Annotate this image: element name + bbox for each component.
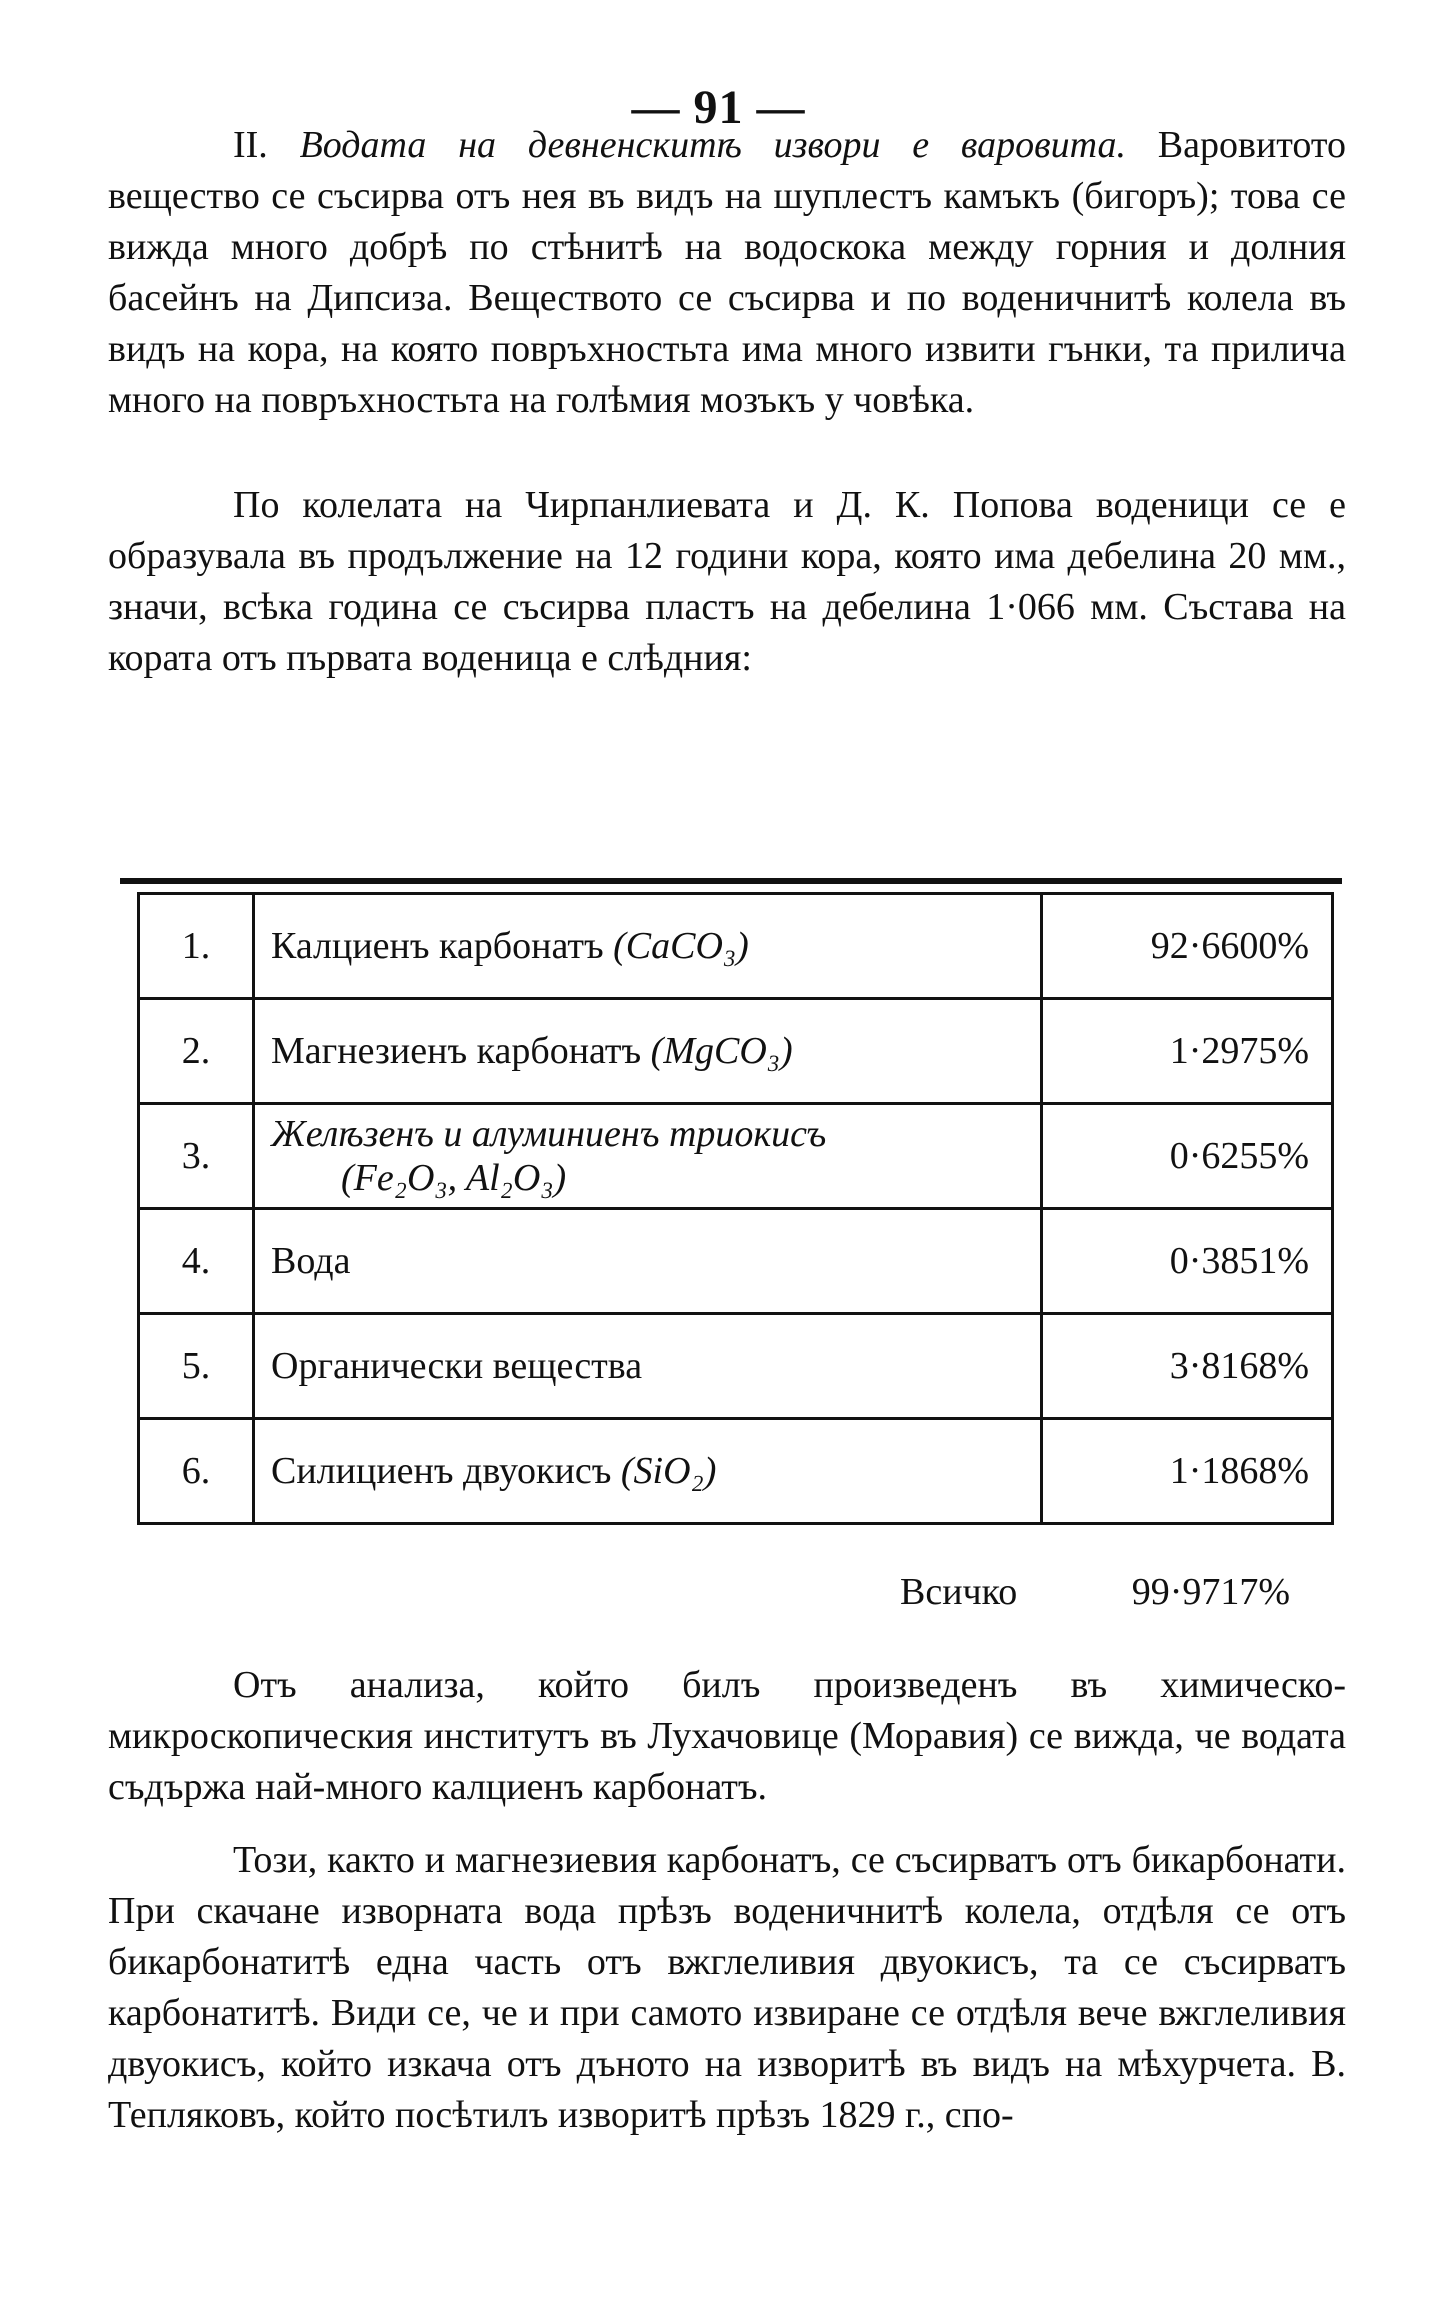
section-heading: Водата на девненскитѣ извори е варовита. (299, 124, 1127, 166)
total-label: Всичко (900, 1571, 1018, 1613)
chemical-formula: (SiO₂) (620, 1450, 717, 1492)
substance-name: Силициенъ двуокисъ (SiO₂) (254, 1419, 1042, 1524)
page-number: — 91 — (631, 81, 806, 134)
percentage-value: 1·1868% (1042, 1419, 1333, 1524)
section-number: II. (233, 124, 268, 166)
table-top-rule (120, 878, 1342, 884)
substance-name: Вода (254, 1209, 1042, 1314)
table-row (139, 999, 1333, 1104)
paragraph-3: Отъ анализа, който билъ произведенъ въ химическо-микроскопическия институтъ въ Лухачовице (Моравия) се вижда, че водата съдържа най-много калциенъ карбонатъ. (108, 1664, 1346, 1808)
table-total (900, 1570, 1290, 1614)
paragraph-4: Този, както и магнезиевия карбонатъ, се съсирватъ отъ бикарбонати. При скачане изворната вода прѣзъ воденичнитѣ колела, отдѣля се отъ бикарбонатитѣ една часть отъ вжглеливия двуокисъ, та се съсирватъ карбонатитѣ. Види се, че и при самото извиране се отдѣля вече вжглеливия двуокисъ, който изкача отъ дъното на изворитѣ въ видъ на мѣхурчета. В. Тепляковъ, който посѣтилъ изворитѣ прѣзъ 1829 г., спо- (108, 1839, 1346, 2136)
table-row (139, 1314, 1333, 1419)
percentage-value: 1·2975% (1042, 999, 1333, 1104)
table-row (139, 1419, 1333, 1524)
total-value: 99·9717% (1131, 1571, 1290, 1613)
substance-name: Желѣзенъ и алуминиенъ триокисъ (Fe₂O₃, Al₂O₃) (254, 1104, 1042, 1209)
percentage-value: 3·8168% (1042, 1314, 1333, 1419)
row-number: 4. (139, 1209, 254, 1314)
table-row (139, 894, 1333, 999)
substance-name: Калциенъ карбонатъ (CaCO₃) (254, 894, 1042, 999)
chemical-formula: (Fe₂O₃, Al₂O₃) (341, 1157, 567, 1199)
row-number: 3. (139, 1104, 254, 1209)
row-number: 1. (139, 894, 254, 999)
table-row (139, 1104, 1333, 1209)
substance-name: Магнезиенъ карбонатъ (MgCO₃) (254, 999, 1042, 1104)
chemical-formula: (CaCO₃) (613, 925, 749, 967)
percentage-value: 0·6255% (1042, 1104, 1333, 1209)
row-number: 6. (139, 1419, 254, 1524)
table-row (139, 1209, 1333, 1314)
percentage-value: 0·3851% (1042, 1209, 1333, 1314)
chemical-formula: (MgCO₃) (650, 1030, 793, 1072)
paragraph-1 (108, 120, 1346, 426)
percentage-value: 92·6600% (1042, 894, 1333, 999)
row-number: 5. (139, 1314, 254, 1419)
paragraph-1-text: Варовитото вещество се съсирва отъ нея въ видъ на шуплестъ камъкъ (бигоръ); това се вижда много добрѣ по стѣнитѣ на водоскока между горния и долния басейнъ на Дипсиза. Веществото се съсирва и по воденичнитѣ колела въ видъ на кора, на която повръхностьта има много извити гънки, та прилича много на повръхностьта на голѣмия мозъкъ у човѣка. (108, 124, 1347, 421)
substance-name: Органически вещества (254, 1314, 1042, 1419)
composition-table (137, 892, 1334, 1525)
row-number: 2. (139, 999, 254, 1104)
paragraph-2: По колелата на Чирпанлиевата и Д. К. Попова воденици се е образувала въ продължение на 12 години кора, която има дебелина 20 мм., значи, всѣка година се съсирва пластъ на дебелина 1·066 мм. Състава на кората отъ първата воденица е слѣдния: (108, 484, 1346, 679)
